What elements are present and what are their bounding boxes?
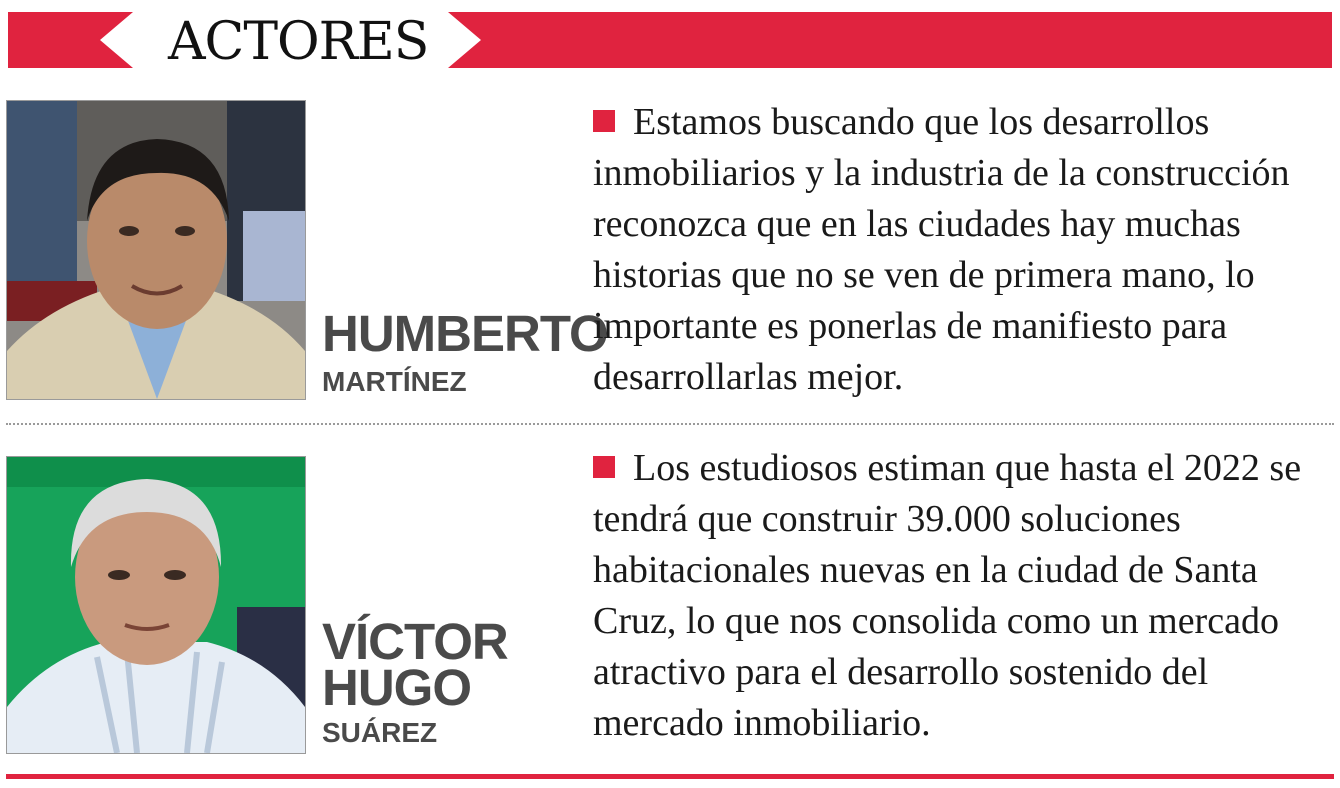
actor-2-first-name-line-1: VÍCTOR <box>322 613 508 670</box>
actor-2-last-name: SUÁREZ <box>322 717 438 748</box>
dotted-divider <box>6 423 1334 425</box>
actor-2-quote-text: Los estudiosos estiman que hasta el 2022 se tendrá que construir 39.000 soluciones habitacionales nuevas en la ciudad de Santa Cruz, lo que nos consolida como un mercado atractivo para el desarrollo sostenido del mercado inmobiliario. <box>593 447 1302 744</box>
actor-1-first-name: HUMBERTO <box>322 305 608 362</box>
actor-1-quote-text: Estamos buscando que los desarrollos inmobiliarios y la industria de la construcción reconozca que en las ciudades hay muchas historias que no se ven de primera mano, lo importante es ponerlas de manifiesto para desarrollarlas mejor. <box>593 101 1290 398</box>
bullet-square-icon <box>593 456 615 478</box>
portrait-photo-humberto-martinez <box>6 100 306 400</box>
portrait-photo-victor-hugo-suarez <box>6 456 306 754</box>
section-title: ACTORES <box>168 12 429 72</box>
actor-2-quote-block <box>593 443 1338 749</box>
bullet-square-icon <box>593 110 615 132</box>
actor-1-quote-block <box>593 97 1338 403</box>
bottom-red-rule <box>6 774 1334 779</box>
actor-1-last-name: MARTÍNEZ <box>322 366 467 397</box>
actor-2-first-name-line-2: HUGO <box>322 659 471 716</box>
